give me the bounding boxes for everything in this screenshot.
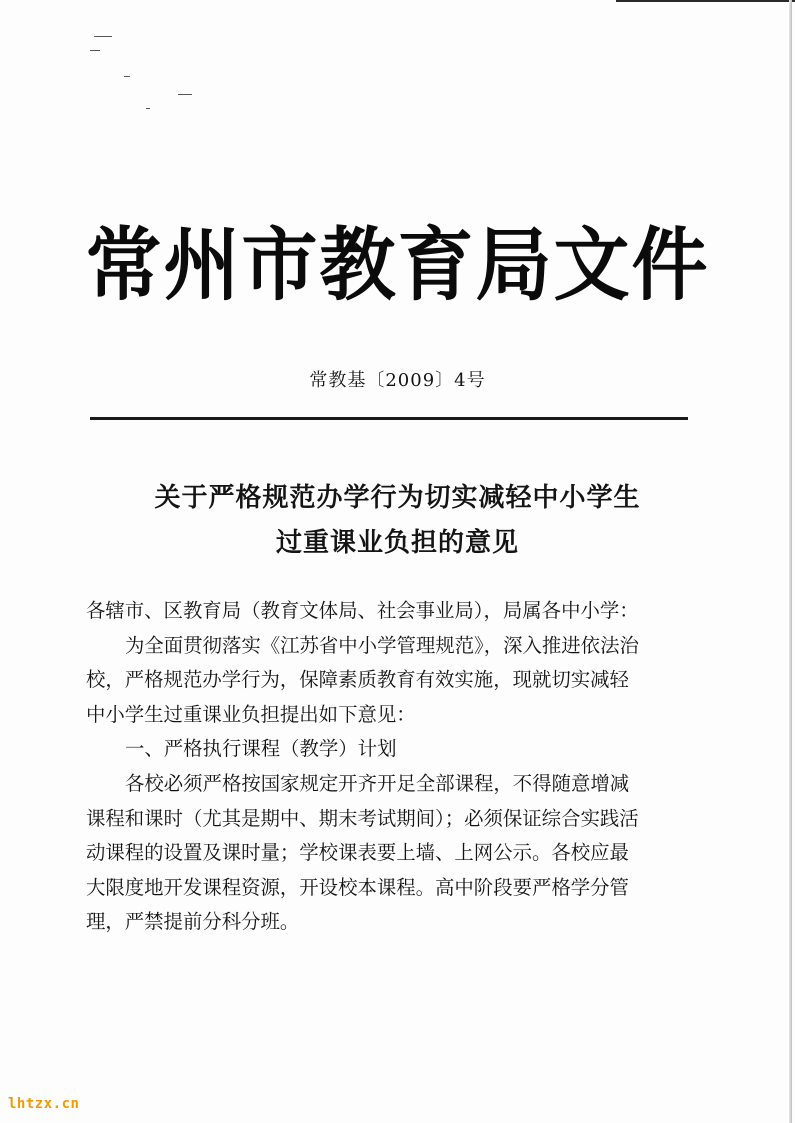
header-divider <box>90 417 688 420</box>
document-subject <box>0 476 795 566</box>
section-heading: 一、严格执行课程（教学）计划 <box>125 737 397 761</box>
scan-edge-top <box>616 0 795 2</box>
body-line: 理，严禁提前分科分班。 <box>86 910 300 934</box>
body-line: 各校必须严格按国家规定开齐开足全部课程，不得随意增减 <box>125 771 630 795</box>
scan-specks <box>86 28 206 118</box>
document-body <box>86 594 696 940</box>
body-line: 为全面贯彻落实《江苏省中小学管理规范》，深入推进依法治 <box>125 633 639 657</box>
body-line: 动课程的设置及课时量；学校课表要上墙、上网公示。各校应最 <box>86 841 629 865</box>
site-watermark: lhtzx.cn <box>8 1096 80 1112</box>
body-line: 大限度地开发课程资源，开设校本课程。高中阶段要严格学分管 <box>86 875 629 899</box>
document-title: 常州市教育局文件 <box>85 217 710 312</box>
salutation: 各辖市、区教育局（教育文体局、社会事业局），局属各中小学： <box>86 599 639 622</box>
body-line: 校，严格规范办学行为，保障素质教育有效实施，现就切实减轻 <box>86 668 629 692</box>
document-number: 常教基〔2009〕4号 <box>309 370 486 391</box>
subject-line-1: 关于严格规范办学行为切实减轻中小学生 <box>154 483 641 513</box>
body-line: 中小学生过重课业负担提出如下意见： <box>86 702 416 726</box>
subject-line-2: 过重课业负担的意见 <box>275 528 519 558</box>
body-line: 课程和课时（尤其是期中、期末考试期间）；必须保证综合实践活 <box>86 806 639 830</box>
